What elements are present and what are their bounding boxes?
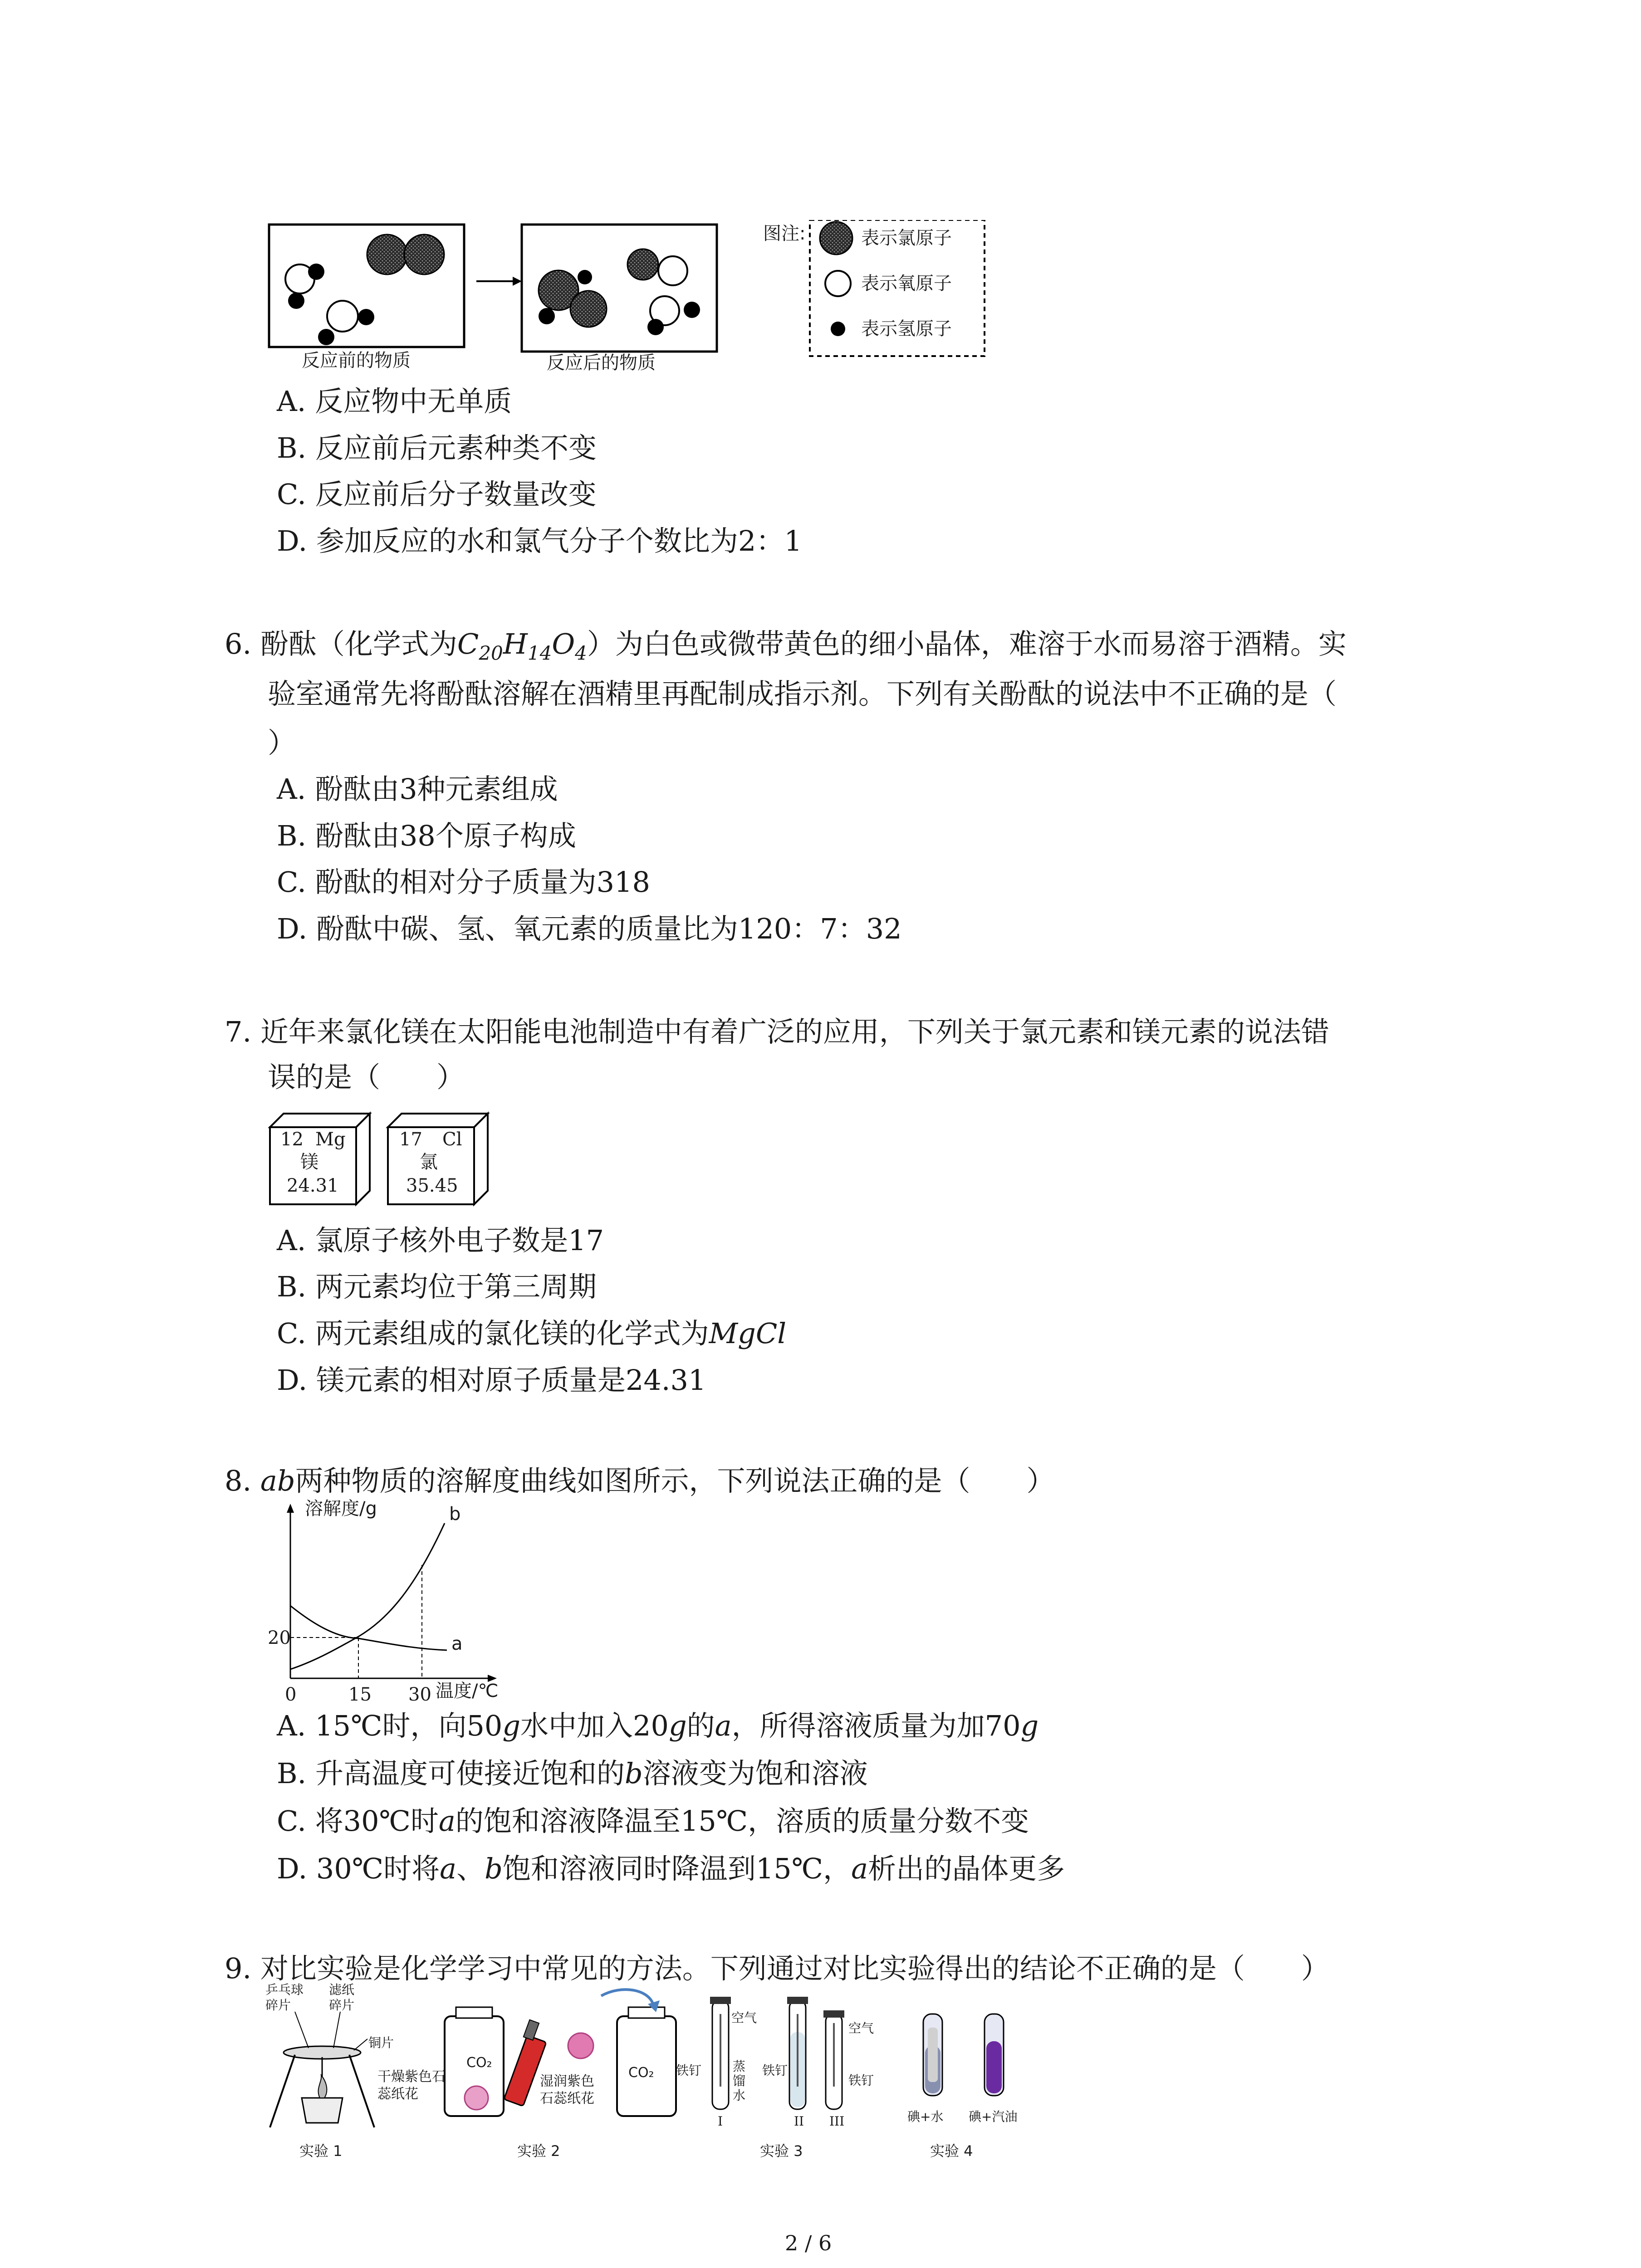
exp2-co2-left: CO₂ — [466, 2055, 492, 2071]
exp1-label-paper: 滤纸碎片 — [329, 1982, 355, 2013]
q8-a-6: a — [715, 1709, 732, 1742]
q8-option-b — [277, 1755, 868, 1792]
chart-xtick-30: 30 — [408, 1684, 431, 1705]
q5-option-b: B. 反应前后元素种类不变 — [277, 431, 597, 464]
q8-option-d — [277, 1851, 1065, 1887]
q6-stem-post: ）为白色或微带黄色的细小晶体，难溶于水而易溶于酒精。实 — [587, 627, 1347, 660]
exp3-nail-1: 铁钉 — [676, 2063, 702, 2078]
exp2-co2-right: CO₂ — [628, 2065, 654, 2081]
mg-number: 12 — [280, 1129, 304, 1150]
q6-stem-pre: 6. 酚酞（化学式为 — [225, 627, 457, 660]
q8-b-3: 溶液变为饱和溶液 — [642, 1757, 868, 1790]
exp1-label-pp: 乒乓球碎片 — [265, 1982, 304, 2013]
q7-option-a: A. 氯原子核外电子数是17 — [277, 1224, 604, 1257]
exp3-caption: 实验 3 — [760, 2142, 803, 2160]
cl-number: 17 — [399, 1129, 422, 1150]
exp4-caption: 实验 4 — [930, 2142, 973, 2160]
chart-xtick-0: 0 — [285, 1684, 297, 1705]
q8-c-1: C. 将30℃时 — [277, 1804, 439, 1838]
q8-d-6: a — [851, 1852, 868, 1885]
q7-option-c-formula: MgCl — [709, 1317, 787, 1350]
mg-mass: 24.31 — [287, 1175, 339, 1196]
q8-a-1: A. 15℃时，向50 — [277, 1709, 503, 1742]
q7-option-d: D. 镁元素的相对原子质量是24.31 — [277, 1364, 706, 1397]
q8-d-2: a — [440, 1852, 457, 1885]
q5-option-d: D. 参加反应的水和氯气分子个数比为2：1 — [277, 524, 802, 557]
q6-option-d: D. 酚酞中碳、氢、氧元素的质量比为120：7：32 — [277, 912, 902, 945]
exp4-left: 碘+水 — [907, 2109, 944, 2124]
legend-h: 表示氢原子 — [861, 318, 952, 339]
before-caption: 反应前的物质 — [302, 350, 411, 371]
q8-var: ab — [260, 1464, 295, 1497]
exp4-right: 碘+汽油 — [969, 2109, 1018, 2124]
mg-symbol: Mg — [315, 1129, 346, 1150]
chart-xtick-15: 15 — [348, 1684, 372, 1705]
q8-c-3: 的饱和溶液降温至15℃，溶质的质量分数不变 — [455, 1804, 1029, 1838]
q5-option-c: C. 反应前后分子数量改变 — [277, 478, 597, 511]
chart-xlabel: 温度/℃ — [436, 1681, 499, 1701]
q8-stem-line1 — [225, 1463, 1055, 1499]
q6-stem-line2: 验室通常先将酚酞溶解在酒精里再配制成指示剂。下列有关酚酞的说法中不正确的是（ — [268, 677, 1337, 710]
q8-a-8: g — [1020, 1709, 1039, 1742]
cl-name: 氯 — [420, 1152, 438, 1173]
legend-cl: 表示氯原子 — [861, 228, 952, 249]
q7-stem-line2: 误的是（ ） — [268, 1061, 465, 1094]
q8-d-3: 、 — [456, 1852, 485, 1885]
q8-a-2: g — [502, 1709, 521, 1742]
q8-a-7: ，所得溶液质量为加70 — [731, 1709, 1021, 1742]
chart-ytick: 20 — [268, 1628, 291, 1648]
chart-curve-b: b — [449, 1504, 461, 1525]
q8-d-5: 饱和溶液同时降温到15℃， — [502, 1852, 852, 1885]
q8-c-2: a — [438, 1804, 456, 1838]
q6-stem-line1 — [225, 626, 1347, 671]
exp3-tube-3: III — [829, 2114, 845, 2129]
exp2-caption: 实验 2 — [517, 2142, 560, 2160]
q7-stem-line1: 7. 近年来氯化镁在太阳能电池制造中有着广泛的应用，下列关于氯元素和镁元素的说法错 — [225, 1015, 1329, 1048]
q8-b-2: b — [624, 1757, 643, 1790]
q5-option-a: A. 反应物中无单质 — [277, 385, 512, 418]
mg-name: 镁 — [300, 1152, 318, 1173]
q7-option-b: B. 两元素均位于第三周期 — [277, 1270, 597, 1303]
q6-formula: $C_{20}H_{14}O_4$ — [457, 627, 587, 665]
chart-curve-a: a — [451, 1633, 463, 1654]
q6-option-c: C. 酚酞的相对分子质量为318 — [277, 865, 650, 899]
exp1-label-cu: 铜片 — [368, 2035, 394, 2050]
q6-option-a: A. 酚酞由3种元素组成 — [277, 772, 558, 806]
q8-stem: 两种物质的溶解度曲线如图所示，下列说法正确的是（ ） — [295, 1464, 1055, 1497]
q6-stem-line3: ） — [268, 726, 296, 759]
after-caption: 反应后的物质 — [547, 352, 656, 373]
exp2-wet: 湿润紫色石蕊纸花 — [540, 2073, 594, 2107]
q8-option-a — [277, 1708, 1038, 1744]
q7-option-c — [277, 1315, 786, 1352]
exp3-tube-2: II — [794, 2114, 804, 2129]
chart-ylabel: 溶解度/g — [305, 1498, 377, 1519]
q8-d-7: 析出的晶体更多 — [868, 1852, 1065, 1885]
page-number: 2 / 6 — [785, 2231, 832, 2255]
exp2-dry: 干燥紫色石蕊纸花 — [377, 2069, 446, 2102]
exp3-air-2: 空气 — [848, 2021, 874, 2036]
q8-a-5: 的 — [686, 1709, 715, 1742]
q7-option-c-text: C. 两元素组成的氯化镁的化学式为 — [277, 1317, 709, 1350]
q8-d-1: D. 30℃时将 — [277, 1852, 440, 1885]
cl-symbol: Cl — [442, 1129, 462, 1150]
q9-stem-line1: 9. 对比实验是化学学习中常见的方法。下列通过对比实验得出的结论不正确的是（ ） — [225, 1952, 1329, 1985]
exp3-nail-2: 铁钉 — [762, 2063, 788, 2078]
q8-b-1: B. 升高温度可使接近饱和的 — [277, 1757, 625, 1790]
q8-option-c — [277, 1803, 1029, 1839]
exp3-water: 蒸馏水 — [733, 2059, 746, 2103]
cl-mass: 35.45 — [406, 1175, 458, 1196]
q6-option-b: B. 酚酞由38个原子构成 — [277, 819, 576, 852]
q8-a-4: g — [668, 1709, 687, 1742]
q8-d-4: b — [485, 1852, 503, 1885]
solubility-chart — [263, 1501, 517, 1696]
exp1-caption: 实验 1 — [299, 2142, 343, 2160]
legend-o: 表示氧原子 — [861, 273, 952, 294]
exp3-nail-3: 铁钉 — [848, 2073, 874, 2088]
exp3-tube-1: I — [718, 2114, 723, 2129]
q8-a-3: 水中加入20 — [520, 1709, 669, 1742]
exp3-air-1: 空气 — [731, 2010, 757, 2025]
legend-title: 图注: — [763, 223, 806, 244]
q8-num: 8. — [225, 1464, 260, 1497]
